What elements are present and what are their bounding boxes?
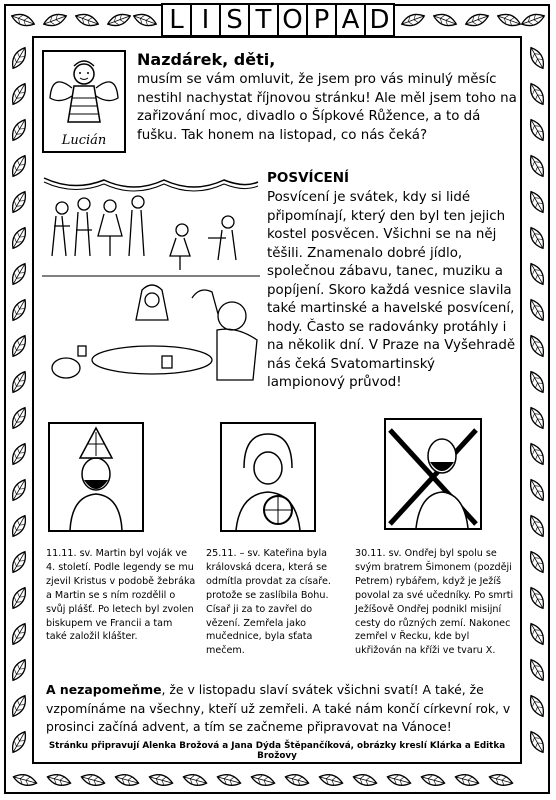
leaf-icon [520,12,546,26]
leaf-icon [524,302,550,316]
leaf-icon [352,772,378,786]
saint-martin-caption: 11.11. sv. Martin byl voják ve 4. století. Podle legendy se mu zjevil Kristus v podobě žebráka a Martin se s ním rozdělil o svůj plášť. Po letech byl zvolen biskupem ve Francii a tam také založil klášter. [46,548,196,643]
title-letter: D [369,5,390,35]
saint-martin-picture [48,422,144,532]
leaf-icon [524,266,550,280]
leaf-icon [524,518,550,532]
leaf-icon [148,772,174,786]
leaf-icon [6,698,32,712]
leaf-icon [524,410,550,424]
greeting-title: Nazdárek, děti, [137,50,276,69]
title-letter: I [192,5,221,35]
leaf-icon [6,194,32,208]
leaf-icon [6,50,32,64]
leaf-icon [284,772,310,786]
leaf-icon [250,772,276,786]
leaf-icon [420,772,446,786]
leaf-icon [6,86,32,100]
leaf-icon [6,662,32,676]
leaf-icon [6,266,32,280]
leaf-icon [454,772,480,786]
title-letter: T [250,5,279,35]
leaf-icon [524,554,550,568]
closing-note [46,681,516,737]
leaf-icon [464,12,490,26]
month-title [161,3,395,37]
leaf-icon [6,590,32,604]
leaf-icon [6,338,32,352]
leaf-icon [74,12,100,26]
leaf-icon [42,12,68,26]
title-letter: L [163,5,192,35]
closing-note-lead: A nezapomeňme [46,682,162,697]
title-letter: P [308,5,337,35]
title-letter: S [221,5,250,35]
title-letter: O [279,5,308,35]
leaf-icon [182,772,208,786]
leaf-icon [524,590,550,604]
leaf-icon [6,734,32,748]
leaf-icon [6,158,32,172]
avatar-label: Lucián [61,133,107,148]
leaf-icon [6,374,32,388]
leaf-icon [46,772,72,786]
leaf-icon [80,772,106,786]
leaf-icon [524,230,550,244]
feast-illustration [42,168,260,390]
leaf-icon [524,194,550,208]
leaf-icon [216,772,242,786]
leaf-icon [6,122,32,136]
saint-ondrej-caption: 30.11. sv. Ondřej byl spolu se svým bratrem Šimonem (později Petrem) rybářem, když je Ježíš povolal za své učedníky. Po smrti Ježíšově Ondřej podnikl misijní cesty do různých zemí. Nakonec zemřel v Řecku, kde byl ukřižován na kříži ve tvaru X. [355,548,514,657]
section-text: Posvícení je svátek, kdy si lidé připomínají, který den byl ten jejich kostel posvěcen. Všichni se na něj těšili. Znamenalo dobré jídlo, společnou zábavu, tanec, muziku a popíjení. Skoro každá vesnice slavila také martinské a havelské posvícení, hody. Často se radovánky protáhly i na několik dní. V Praze na Vyšehradě nás čeká Svatomartinský lampionový průvod! [267,190,516,390]
leaf-icon [524,734,550,748]
greeting-text: musím se vám omluvit, že jsem pro vás minulý měsíc nestihl nachystat říjnovou stránku! Ale měl jsem toho na zařizování moc, divadlo o Šípkové Růžence, a to dá fušku. Tak honem na listopad, co nás čeká? [137,72,517,143]
leaf-icon [524,122,550,136]
leaf-icon [6,230,32,244]
leaf-icon [524,662,550,676]
leaf-icon [488,772,514,786]
saint-katerina-picture [220,422,316,532]
credits: Stránku připravují Alenka Brožová a Jana Dýda Štěpančíková, obrázky kreslí Klárka a Editka Brožovy [48,741,506,761]
leaf-icon [524,446,550,460]
leaf-icon [6,518,32,532]
leaf-icon [318,772,344,786]
leaf-icon [12,772,38,786]
princess-illustration [222,424,314,530]
leaf-icon [524,374,550,388]
leaf-icon [400,12,426,26]
bishop-illustration [50,424,142,530]
saint-katerina-caption: 25.11. – sv. Kateřina byla královská dcera, která se odmítla provdat za císaře. protože se zaslíbila Bohu. Císař ji za to zavřel do vězení. Zemřela jako mučednice, byla sťata mečem. [206,548,331,657]
leaf-icon [106,12,132,26]
leaf-icon [114,772,140,786]
closing-note-text: , že v listopadu slaví svátek všichni svatí! A také, že vzpomínáme na všechny, kteří už zemřeli. A také nám končí církevní rok, v prosinci začíná advent, a tím se začneme připravovat na Vánoce! [46,682,511,734]
leaf-icon [6,626,32,640]
leaf-icon [524,86,550,100]
leaf-icon [386,772,412,786]
leaf-icon [6,446,32,460]
leaf-icon [524,698,550,712]
leaf-icon [132,12,158,26]
leaf-icon [6,482,32,496]
leaf-icon [524,338,550,352]
leaf-icon [6,302,32,316]
leaf-icon [10,12,36,26]
leaf-icon [524,50,550,64]
leaf-icon [6,410,32,424]
leaf-icon [524,626,550,640]
leaf-icon [6,554,32,568]
angel-illustration [44,52,124,132]
leaf-icon [524,158,550,172]
title-letter: A [337,5,366,35]
avatar [42,50,126,153]
saint-ondrej-picture [384,418,482,530]
section-title: POSVÍCENÍ [267,170,350,186]
leaf-icon [524,482,550,496]
apostle-illustration [386,420,480,528]
leaf-icon [432,12,458,26]
